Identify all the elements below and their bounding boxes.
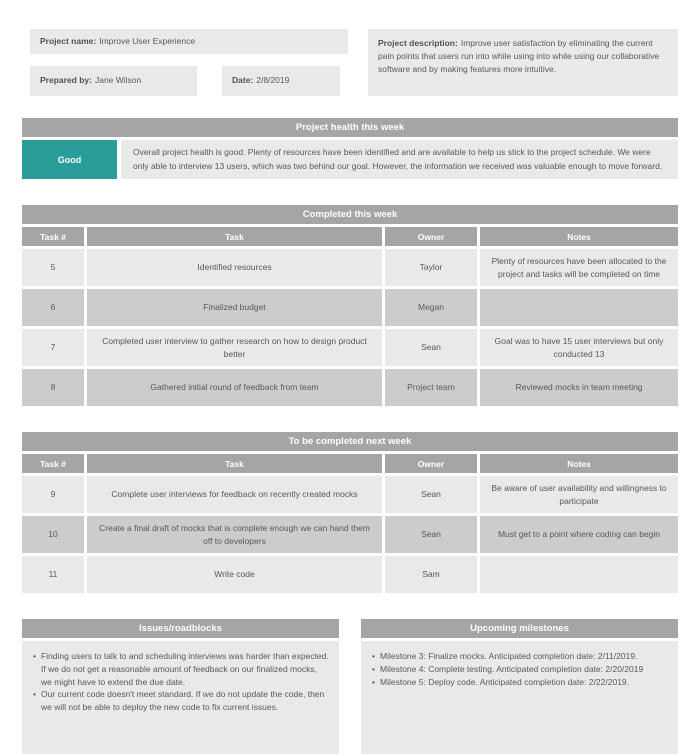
project-health-section [22,118,678,179]
report-header [30,29,678,96]
owner-cell: Sean [385,329,477,366]
list-item: • Milestone 4: Complete testing. Anticipated completion date: 2/20/2019 [369,663,668,676]
completed-header-row [22,227,678,246]
task-num-cell: 7 [22,329,84,366]
notes-cell: Must get to a point where coding can begin [480,516,678,553]
column-header-notes: Notes [480,454,678,473]
owner-cell: Sean [385,476,477,513]
task-cell: Create a final draft of mocks that is complete enough we can hand them off to developers [87,516,382,553]
task-cell: Gathered initial round of feedback from team [87,369,382,406]
prepared-by-value: Jane Wilson [94,75,142,86]
date-label: Date: [232,75,254,86]
next-week-header-row [22,454,678,473]
column-header-task-num: Task # [22,454,84,473]
completed-this-week-section [22,205,678,406]
task-cell: Identified resources [87,249,382,286]
list-item: • Milestone 5: Deploy code. Anticipated completion date: 2/22/2019. [369,676,668,689]
owner-cell: Sean [385,516,477,553]
milestones-list [369,650,668,688]
owner-cell: Sam [385,556,477,593]
owner-cell: Project team [385,369,477,406]
notes-cell: Plenty of resources have been allocated to the project and tasks will be completed on time [480,249,678,286]
health-summary-text: Overall project health is good. Plenty of resources have been identified and are available to help us stick to the project schedule. We were only able to interview 13 users, which was two behind our goal. However, the information we received was valuable enough to move forward. [121,140,678,179]
task-num-cell: 11 [22,556,84,593]
notes-cell: Be aware of user availability and willingness to participate [480,476,678,513]
next-week-title: To be completed next week [22,432,678,451]
issues-list [30,650,329,714]
task-cell: Write code [87,556,382,593]
issues-title: Issues/roadblocks [22,619,339,638]
table-row [22,369,678,406]
task-num-cell: 10 [22,516,84,553]
column-header-task: Task [87,454,382,473]
prepared-by-box [30,66,197,95]
owner-cell: Megan [385,289,477,326]
column-header-owner: Owner [385,454,477,473]
notes-cell: Reviewed mocks in team meeting [480,369,678,406]
next-week-section [22,432,678,593]
prepared-date-row [30,66,348,95]
upcoming-milestones-section [361,619,678,754]
task-num-cell: 9 [22,476,84,513]
table-row [22,556,678,593]
task-num-cell: 8 [22,369,84,406]
table-row [22,249,678,286]
project-name-box [30,29,348,54]
health-status-badge: Good [22,140,117,179]
prepared-by-label: Prepared by: [40,75,92,86]
column-header-task-num: Task # [22,227,84,246]
table-row [22,476,678,513]
notes-cell: Goal was to have 15 user interviews but only conducted 13 [480,329,678,366]
header-left-column [30,29,348,96]
project-description-box [368,29,678,96]
task-num-cell: 6 [22,289,84,326]
completed-title: Completed this week [22,205,678,224]
date-value: 2/8/2019 [256,75,290,86]
milestones-box [361,641,678,754]
list-item: • Our current code doesn't meet standard. If we do not update the code, then we will not be able to deploy the new code to fix current issues. [30,688,329,714]
project-name-value: Improve User Experience [99,36,196,46]
project-description-label: Project description: [378,38,458,48]
table-row [22,516,678,553]
notes-cell [480,289,678,326]
issues-box [22,641,339,754]
project-health-title: Project health this week [22,118,678,137]
date-box [222,66,340,95]
project-name-label: Project name: [40,36,97,46]
table-row [22,329,678,366]
task-cell: Finalized budget [87,289,382,326]
project-health-row [22,140,678,179]
table-row [22,289,678,326]
column-header-owner: Owner [385,227,477,246]
notes-cell [480,556,678,593]
task-num-cell: 5 [22,249,84,286]
task-cell: Complete user interviews for feedback on recently created mocks [87,476,382,513]
issues-roadblocks-section [22,619,339,754]
list-item: • Finding users to talk to and scheduling interviews was harder than expected. If we do not get a reasonable amount of feedback on our finalized mocks, we might have to extend the due date. [30,650,329,688]
column-header-task: Task [87,227,382,246]
milestones-title: Upcoming milestones [361,619,678,638]
list-item: • Milestone 3: Finalize mocks. Anticipated completion date: 2/11/2019. [369,650,668,663]
project-description-value: Improve user satisfaction by eliminating the current pain points that users run into while using into while using our collaborative software and by making features more intuitive. [378,38,660,75]
column-header-notes: Notes [480,227,678,246]
bottom-panels [22,619,678,754]
task-cell: Completed user interview to gather research on how to design product better [87,329,382,366]
owner-cell: Taylor [385,249,477,286]
